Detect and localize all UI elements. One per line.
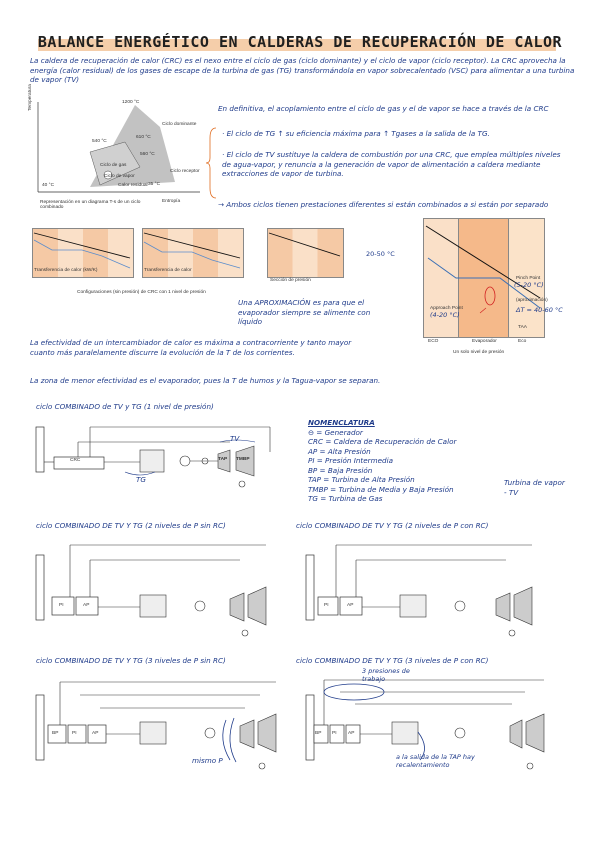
- nomenclature-item: TMBP = Turbina de Media y Baja Presión: [308, 484, 454, 494]
- cycle-2-pi: PI: [59, 603, 64, 608]
- ts-temp-2: 610 °C: [136, 135, 151, 140]
- cycle-4-ap: AP: [92, 731, 99, 736]
- ts-temp-1: 1200 °C: [122, 100, 140, 105]
- cycle-4-pi: PI: [72, 731, 77, 736]
- page-title: BALANCE ENERGÉTICO EN CALDERAS DE RECUPERACIÓN DE CALOR: [37, 33, 563, 51]
- cycle-4-title: ciclo COMBINADO DE TV Y TG (3 niveles de P sin RC): [36, 656, 226, 665]
- cycle-1-tg: TG: [136, 475, 146, 484]
- ts-diagram: [28, 84, 210, 215]
- zone-label-2: Evaporador: [472, 339, 497, 344]
- cycle-3-title: ciclo COMBINADO DE TV Y TG (2 niveles de P con RC): [296, 521, 489, 530]
- chart-label-2: Transferencia de calor: [144, 268, 192, 273]
- nomenclature-brace-label: Turbina de vapor - TV: [504, 478, 565, 497]
- cycle-1-crc: CRC: [70, 458, 81, 463]
- ts-diagram-svg: [30, 97, 210, 215]
- ts-xlabel: Entropía: [162, 199, 181, 204]
- approach-value: (4-20 °C): [430, 311, 460, 319]
- small-charts-caption: Configuraciones (sin presión) de CRC con 1 nivel de presión: [77, 290, 206, 295]
- effectiveness-text: La efectividad de un intercambiador de calor es máxima a contracorriente y tanto mayor cuanto más paralelamente discurre la evolución de la T de los corrientes.: [30, 338, 352, 357]
- approach-note: Una APROXIMACIÓN es para que el evaporador siempre se alimente con líquido: [238, 298, 371, 326]
- nomenclature-item: TG = Turbina de Gas: [308, 494, 383, 503]
- coupling-text: En definitiva, el acoplamiento entre el ciclo de gas y el de vapor se hace a través de la CRC: [218, 104, 549, 113]
- approach-label: Approach Point: [430, 306, 463, 311]
- cycle-4-diagram: [30, 670, 290, 780]
- gas-cycle-bullet: · El ciclo de TG ↑ su eficiencia máxima para ↑ Tgases a la salida de la TG.: [222, 129, 490, 138]
- cycle-3-diagram: [300, 535, 560, 635]
- conclusion-text: → Ambos ciclos tienen prestaciones diferentes si están combinados a si están por separado: [218, 200, 549, 209]
- ts-temp-6: 35 °C: [148, 182, 161, 187]
- evaporator-text: La zona de menor efectividad es el evaporador, pues la T de humos y la Tagua-vapor se separan.: [30, 376, 381, 385]
- cycle-1-title: ciclo COMBINADO de TV y TG (1 nivel de presión): [36, 402, 214, 411]
- temp-range-left: 20-50 °C: [366, 250, 395, 258]
- small-charts: [32, 228, 352, 298]
- chart-label-1: Transferencia de calor (kW/K): [34, 268, 98, 273]
- ts-label-gas: Ciclo de gas: [100, 163, 127, 168]
- approach-lines: [368, 218, 578, 348]
- delta-t: ΔT = 40-60 °C: [516, 306, 563, 314]
- delta-note: (aproximación): [516, 298, 548, 303]
- cycle-3-ap: AP: [347, 603, 354, 608]
- cycle-1-diagram: [30, 412, 300, 487]
- nomenclature-item: CRC = Caldera de Recuperación de Calor: [308, 437, 457, 446]
- vapor-cycle-bullet: · El ciclo de TV sustituye la caldera de combustión por una CRC, que emplea múltiples niveles de agua-vapor, y renuncia a la generación de vapor de alimentación a caldera mediante extracciones de vapor de turbina.: [222, 150, 561, 178]
- ts-label-residual: Calor residual: [118, 183, 148, 188]
- cycle-4-svg: [30, 670, 290, 780]
- orange-brace: [208, 128, 218, 198]
- ts-label-receptor: Ciclo receptor: [170, 169, 200, 174]
- ts-temp-4: 540 °C: [92, 139, 107, 144]
- cycle-1-tv: TV: [230, 434, 240, 443]
- cycle-1-svg: [30, 412, 300, 487]
- nomenclature-item: TAP = Turbina de Alta Presión: [308, 475, 415, 484]
- chart-label-3: Sección de presión: [270, 278, 311, 283]
- cycle-5-pi: PI: [332, 731, 337, 736]
- cycle-3-svg: [300, 535, 560, 635]
- ts-temp-5: 40 °C: [42, 183, 55, 188]
- ts-ylabel: Temperatura: [28, 84, 33, 111]
- cycle-2-svg: [30, 535, 290, 635]
- pinch-label: Pinch Point: [516, 276, 541, 281]
- cycle-5-ap: AP: [348, 731, 355, 736]
- pinch-value: (5-20 °C): [514, 281, 544, 289]
- intro-paragraph: La caldera de recuperación de calor (CRC) es el nexo entre el ciclo de gas (ciclo dominante) y el ciclo de vapor (ciclo receptor). La CRC aprovecha la energía (calor residual) de los gases de escape de la turbina de gas (TG) transformándola en vapor sobrecalentado (VSC) para alimentar a una turbina de vapor (TV): [30, 56, 575, 84]
- nomenclature-item: PI = Presión Intermedia: [308, 456, 393, 465]
- nomenclature-item: ⊖ = Generador: [308, 427, 363, 437]
- approach-diagram: [368, 218, 578, 358]
- cycle-5-salida: a la salida de la TAP hay recalentamiento: [396, 753, 475, 769]
- nomenclature-item: BP = Baja Presión: [308, 465, 373, 475]
- cycle-1-tmbp: TMBP: [236, 457, 250, 462]
- approach-caption: Un solo nivel de presión: [453, 350, 505, 355]
- ts-temp-3: 560 °C: [140, 152, 155, 157]
- cycle-5-title: ciclo COMBINADO DE TV Y TG (3 niveles de P con RC): [296, 656, 489, 665]
- cycle-2-title: ciclo COMBINADO DE TV Y TG (2 niveles de P sin RC): [36, 521, 226, 530]
- nomenclature: [308, 418, 568, 503]
- cycle-3-pi: PI: [324, 603, 329, 608]
- ts-label-dominante: Ciclo dominante: [162, 122, 197, 127]
- cycle-5-presiones: 3 presiones de trabajo: [362, 667, 410, 683]
- taa-label: TAA: [518, 325, 527, 330]
- cycle-1-tap: TAP: [218, 457, 228, 462]
- cycle-4-mismo-p: mismo P: [192, 756, 223, 765]
- cycle-5-bp: BP: [315, 731, 322, 736]
- zone-label-1: ECO: [428, 339, 439, 344]
- cycle-2-ap: AP: [83, 603, 90, 608]
- cycle-5-diagram: [300, 667, 560, 785]
- cycle-2-diagram: [30, 535, 290, 635]
- cycle-4-bp: BP: [52, 731, 59, 736]
- zone-label-3: Eco: [518, 339, 527, 344]
- nomenclature-heading: NOMENCLATURA: [308, 418, 375, 427]
- nomenclature-item: AP = Alta Presión: [308, 446, 371, 456]
- ts-label-vapor: Ciclo de vapor: [104, 174, 135, 179]
- ts-caption: Representación en un diagrama T-s de un ciclo combinado: [40, 200, 141, 210]
